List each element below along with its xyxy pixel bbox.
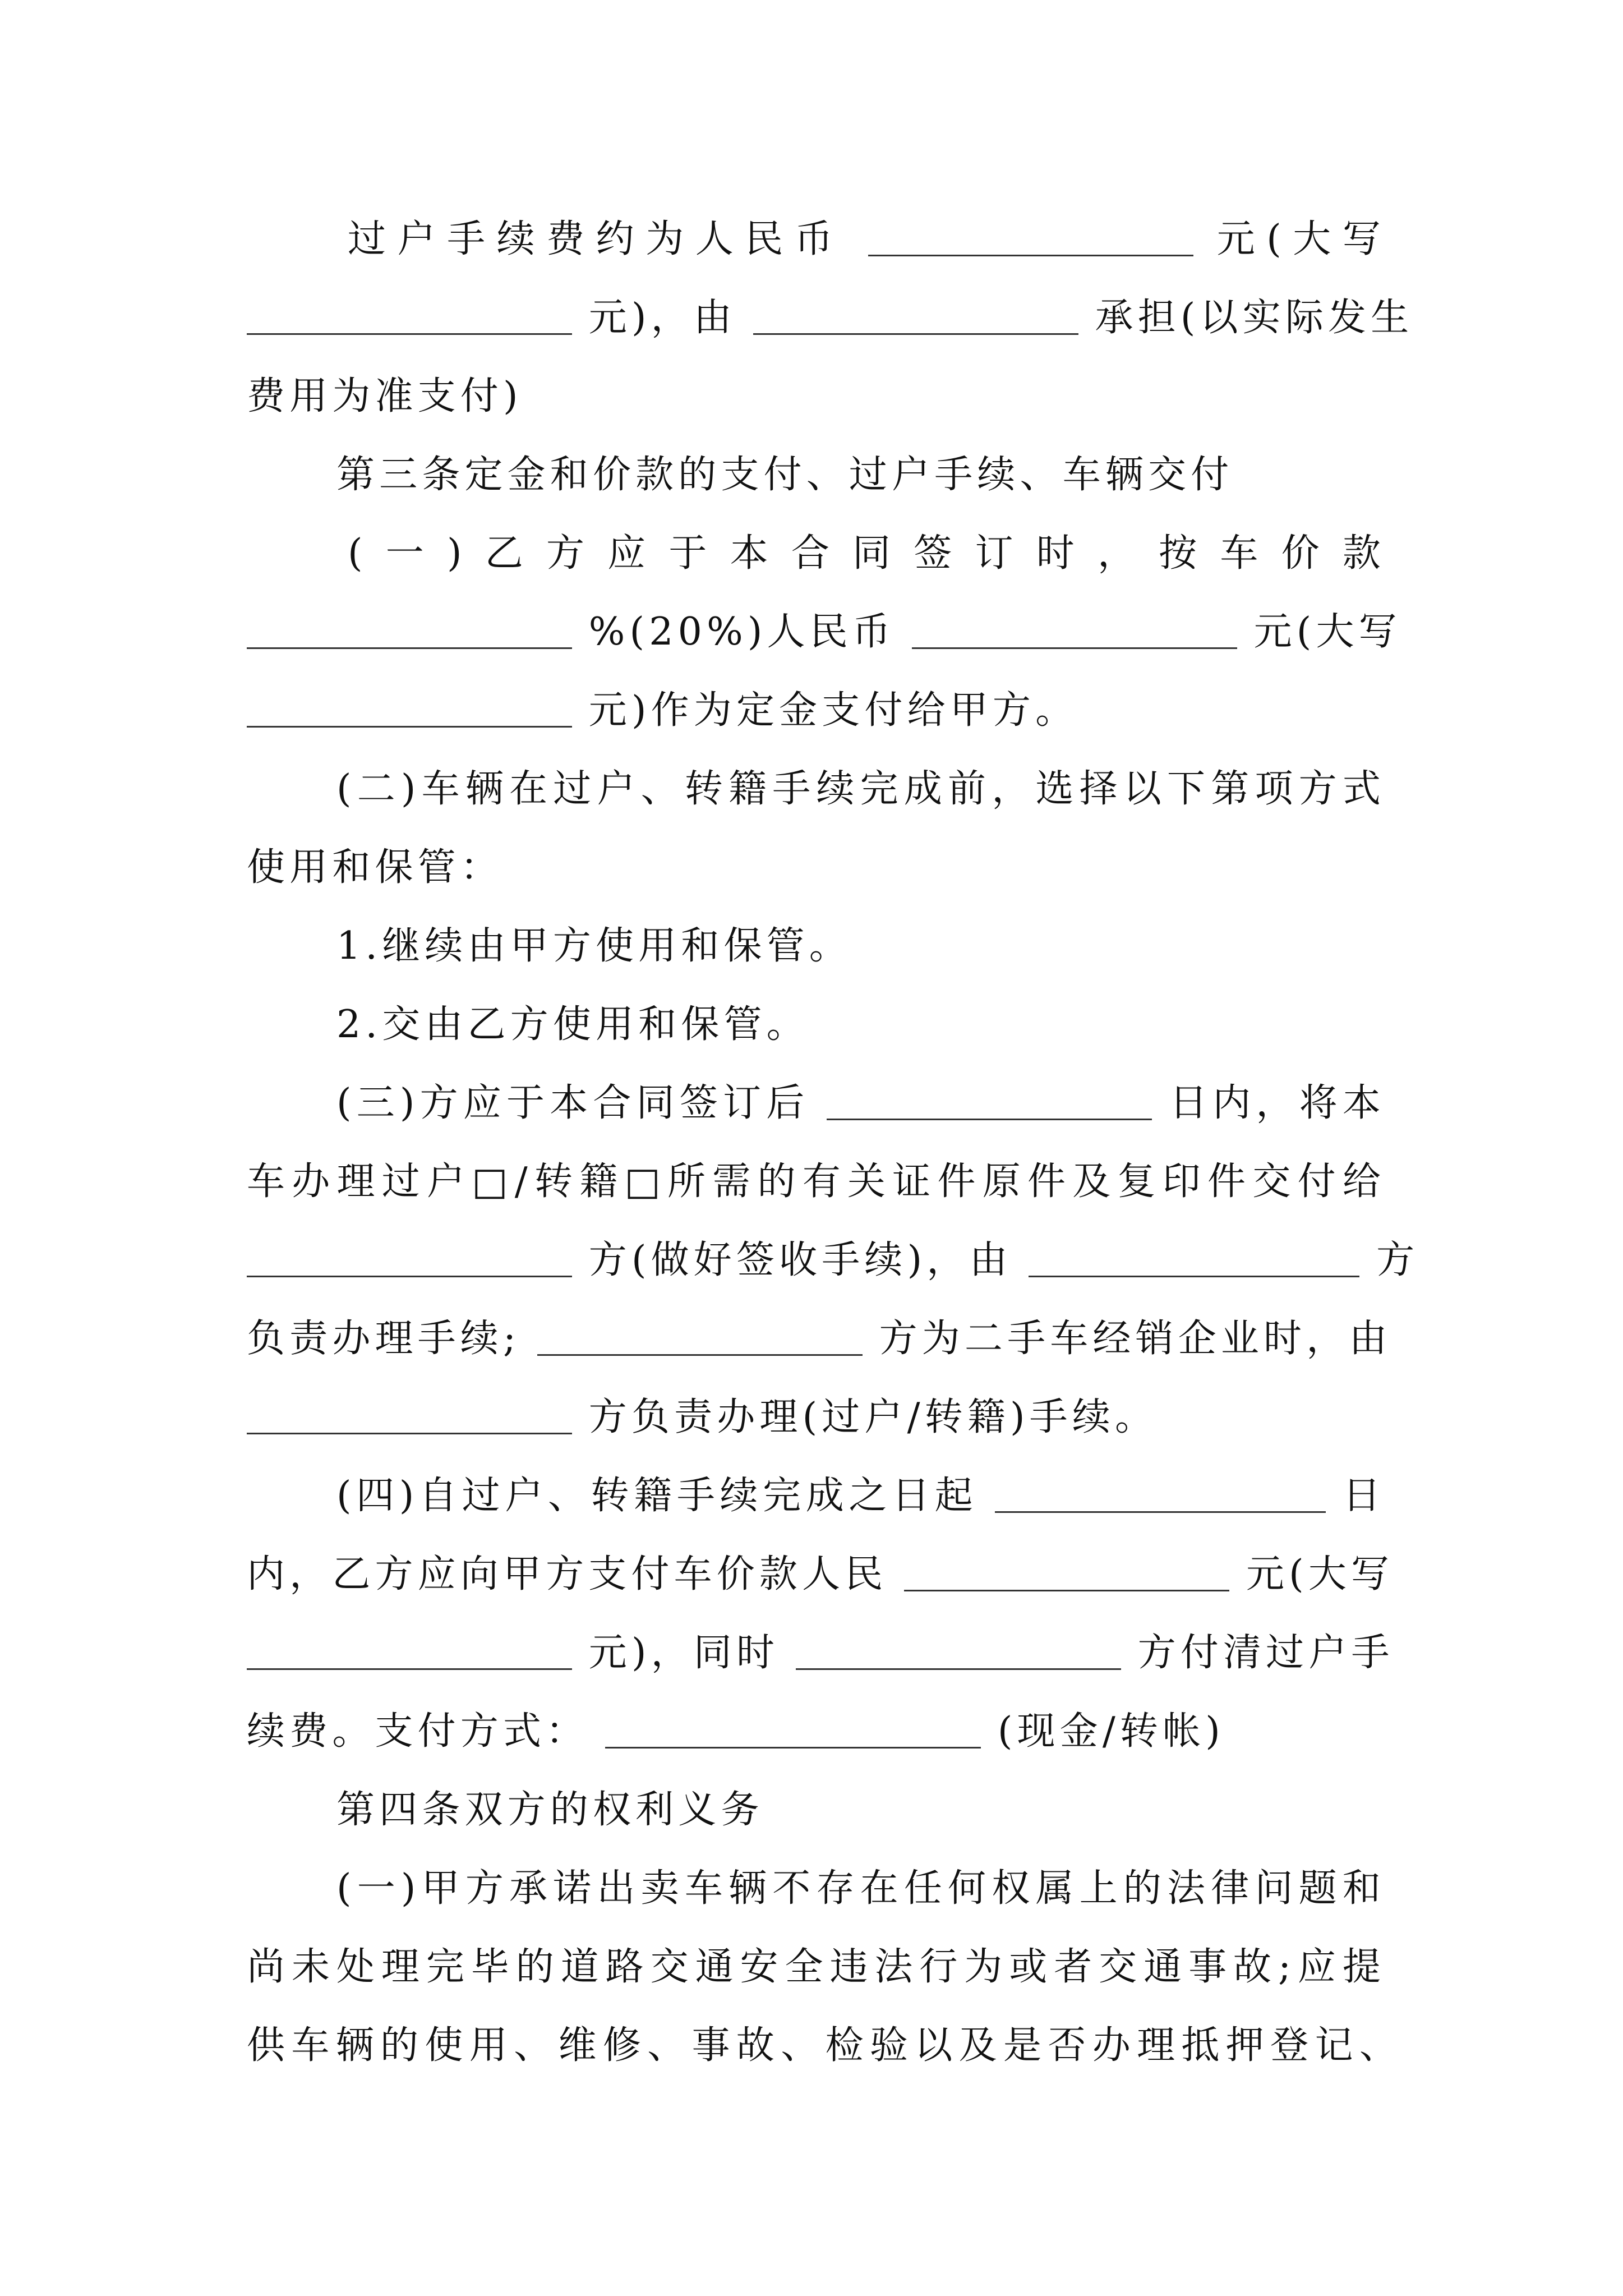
text-line (247, 1936, 1385, 1998)
text-fragment: 元)，同时 (588, 1631, 780, 1675)
text-fragment: 方(做好签收手续)，由 (588, 1238, 1012, 1282)
text-line (247, 1544, 1394, 1605)
text-line (247, 1622, 1394, 1684)
text-fragment: 元(大写 (1246, 1552, 1394, 1596)
text-fragment: (四)自过户、转籍手续完成之日起 (336, 1474, 978, 1518)
text-fragment: 承担(以实际发生 (1095, 296, 1414, 340)
blank-field (247, 1235, 572, 1277)
text-fragment: 1.继续由甲方使用和保管。 (336, 924, 852, 968)
text-fragment: 元)，由 (588, 296, 736, 340)
text-line (247, 366, 1385, 427)
text-fragment: 续费。支付方式： (247, 1709, 589, 1754)
text-fragment: 费用为准支付) (247, 374, 523, 418)
text-fragment: 第四条双方的权利义务 (336, 1788, 764, 1832)
text-fragment: (三)方应于本合同签订后 (336, 1081, 810, 1125)
blank-field (247, 685, 572, 728)
blank-field (1029, 1235, 1359, 1277)
text-line (247, 680, 1385, 742)
text-fragment: 元(大写 (1253, 610, 1401, 654)
blank-field (247, 293, 572, 335)
blank-field (247, 607, 572, 649)
text-line (247, 287, 1414, 349)
text-line (247, 837, 1385, 899)
blank-field (868, 214, 1193, 256)
text-fragment: 日内，将本 (1169, 1081, 1385, 1125)
text-fragment: 内，乙方应向甲方支付车价款人民 (247, 1552, 888, 1596)
section-heading (336, 1779, 1475, 1841)
text-fragment: (二)车辆在过户、转籍手续完成前，选择以下第项方式 (336, 767, 1385, 811)
section-heading (336, 444, 1475, 506)
text-line (247, 2015, 1402, 2077)
text-line (336, 1858, 1385, 1920)
text-fragment: 过户手续费约为人民币 (348, 217, 845, 261)
text-fragment: 元(大写 (1216, 217, 1385, 261)
blank-field (796, 1628, 1121, 1670)
text-fragment: 方为二手车经销企业时，由 (879, 1317, 1392, 1361)
text-line (247, 1230, 1419, 1291)
text-fragment: 车办理过户□/转籍□所需的有关证件原件及复印件交付给 (247, 1159, 1385, 1204)
text-fragment: (现金/转帐) (997, 1709, 1225, 1754)
text-line (247, 1387, 1385, 1448)
text-fragment: 方付清过户手 (1137, 1631, 1394, 1675)
text-line (247, 1151, 1385, 1213)
text-line (348, 209, 1385, 270)
blank-field (537, 1314, 863, 1356)
blank-field (827, 1078, 1152, 1120)
text-fragment: %(20%)人民币 (588, 610, 896, 654)
text-fragment: 2.交由乙方使用和保管。 (336, 1002, 809, 1047)
text-line (336, 1073, 1385, 1134)
text-fragment: (一)甲方承诺出卖车辆不存在任何权属上的法律问题和 (336, 1866, 1385, 1911)
text-fragment: 方负责办理(过户/转籍)手续。 (588, 1395, 1158, 1439)
blank-field (912, 607, 1237, 649)
text-fragment: 负责办理手续; (247, 1317, 521, 1361)
text-line (336, 1465, 1385, 1527)
list-item (336, 994, 1475, 1056)
text-line (247, 601, 1401, 663)
text-fragment: 尚未处理完毕的道路交通安全违法行为或者交通事故;应提 (247, 1945, 1385, 1989)
text-fragment: 第三条定金和价款的支付、过户手续、车辆交付 (336, 453, 1234, 497)
text-fragment: 日 (1342, 1474, 1386, 1518)
blank-field (605, 1706, 981, 1749)
blank-field (247, 1628, 572, 1670)
text-fragment: 供车辆的使用、维修、事故、检验以及是否办理抵押登记、 (247, 2023, 1402, 2068)
text-line (348, 523, 1385, 585)
list-item (336, 915, 1475, 977)
blank-field (995, 1471, 1326, 1513)
blank-field (753, 293, 1078, 335)
text-line (247, 1308, 1392, 1370)
blank-field (904, 1549, 1229, 1591)
text-fragment: 方 (1376, 1238, 1419, 1282)
blank-field (247, 1392, 572, 1434)
text-fragment: (一)乙方应于本合同签订时，按车价款 (348, 531, 1385, 576)
text-line (336, 758, 1385, 820)
text-fragment: 元)作为定金支付给甲方。 (588, 688, 1078, 733)
text-line (247, 1701, 1385, 1763)
text-fragment: 使用和保管： (247, 845, 503, 890)
